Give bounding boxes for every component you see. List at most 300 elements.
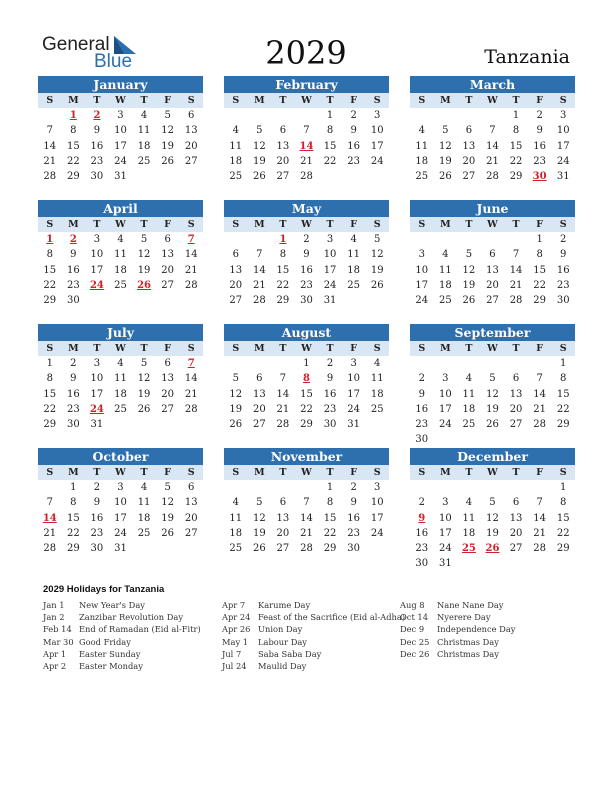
day-grid <box>38 232 203 308</box>
holiday-name: Maulid Day <box>258 661 307 672</box>
day: 3 <box>560 110 567 121</box>
day: 8 <box>46 249 53 261</box>
holiday-name: Karume Day <box>258 600 311 610</box>
day: 23 <box>556 279 570 291</box>
weekday-header <box>38 93 203 108</box>
holiday-date: Apr 2 <box>43 661 67 672</box>
weekday-label: F <box>350 219 357 230</box>
day: 14 <box>300 512 313 524</box>
day: 25 <box>415 171 429 183</box>
day: 9 <box>70 249 77 261</box>
day-grid <box>224 480 389 556</box>
day: 12 <box>252 140 266 152</box>
holiday-entry <box>222 599 408 611</box>
holiday-name: Nane Nane Day <box>437 600 504 610</box>
day: 10 <box>370 497 384 509</box>
day: 30 <box>66 419 80 431</box>
holiday-day: 2 <box>93 110 101 121</box>
day: 25 <box>137 155 151 167</box>
day: 9 <box>418 388 425 400</box>
day: 14 <box>533 388 546 400</box>
day: 20 <box>509 527 523 539</box>
day-grid <box>410 480 575 572</box>
day: 7 <box>279 373 287 385</box>
day: 30 <box>90 543 104 555</box>
weekday-label: S <box>559 467 567 478</box>
day: 4 <box>350 234 357 245</box>
day: 24 <box>323 279 337 291</box>
day: 3 <box>418 249 425 261</box>
empty-cell <box>271 480 295 495</box>
holiday-column <box>400 599 567 660</box>
day: 24 <box>438 543 452 555</box>
day: 17 <box>556 140 570 152</box>
month-title: April <box>38 200 203 217</box>
holiday-entry <box>400 648 567 660</box>
day: 23 <box>323 403 337 415</box>
day: 10 <box>90 373 104 385</box>
day: 5 <box>465 249 473 261</box>
day: 13 <box>184 497 198 509</box>
holiday-date: Feb 14 <box>43 624 72 635</box>
weekday-header <box>38 465 203 480</box>
weekday-label: S <box>46 95 54 106</box>
day: 9 <box>93 497 101 509</box>
day: 27 <box>276 171 290 183</box>
day: 2 <box>418 497 425 509</box>
day: 17 <box>114 512 127 524</box>
day: 8 <box>560 373 567 385</box>
day: 14 <box>486 140 499 152</box>
day: 8 <box>70 497 77 509</box>
day: 19 <box>161 140 174 152</box>
weekday-label: T <box>93 95 101 106</box>
empty-cell <box>434 232 458 247</box>
weekday-label: T <box>512 95 520 106</box>
month-title: December <box>410 448 575 465</box>
day: 5 <box>374 234 381 245</box>
day: 8 <box>536 249 543 261</box>
holiday-name: Saba Saba Day <box>258 648 322 659</box>
weekday-label: F <box>350 95 357 106</box>
weekday-label: M <box>440 343 451 354</box>
day-grid <box>224 108 389 184</box>
day: 1 <box>560 358 567 369</box>
day: 7 <box>536 373 543 385</box>
day: 21 <box>300 527 313 539</box>
empty-cell <box>434 480 458 495</box>
weekday-label: M <box>68 95 79 106</box>
month-september <box>410 324 575 448</box>
day: 21 <box>43 155 57 167</box>
day: 27 <box>161 279 174 291</box>
day: 4 <box>117 234 124 245</box>
holiday-entry <box>222 636 408 648</box>
empty-cell <box>224 356 248 371</box>
day: 30 <box>415 558 429 570</box>
day: 15 <box>43 264 57 276</box>
day: 2 <box>350 110 357 121</box>
day: 6 <box>465 125 473 137</box>
day: 18 <box>114 264 127 276</box>
day: 4 <box>117 358 124 369</box>
day: 26 <box>438 171 452 183</box>
day: 1 <box>536 234 543 245</box>
day-grid <box>410 232 575 308</box>
day: 28 <box>300 543 313 555</box>
day: 11 <box>347 249 360 261</box>
day: 30 <box>90 171 104 183</box>
empty-cell <box>434 108 458 123</box>
day: 12 <box>438 140 452 152</box>
holiday-entry <box>222 648 408 660</box>
day: 6 <box>256 373 263 385</box>
day: 7 <box>303 497 310 509</box>
empty-cell <box>295 108 319 123</box>
day: 3 <box>117 110 124 121</box>
day: 23 <box>415 419 429 431</box>
holiday-entry <box>43 611 219 623</box>
weekday-label: W <box>115 467 126 478</box>
weekday-label: T <box>465 467 473 478</box>
weekday-label: S <box>373 219 381 230</box>
empty-cell <box>457 356 481 371</box>
day: 14 <box>533 512 546 524</box>
day: 28 <box>486 171 499 183</box>
day: 16 <box>300 264 313 276</box>
weekday-label: S <box>559 95 567 106</box>
day: 12 <box>161 125 174 137</box>
weekday-label: T <box>512 343 520 354</box>
holiday-day: 14 <box>299 140 314 152</box>
day: 15 <box>533 264 546 276</box>
empty-cell <box>410 232 434 247</box>
empty-cell <box>481 108 505 123</box>
day: 18 <box>137 140 151 152</box>
day-grid <box>38 108 203 184</box>
day: 15 <box>509 140 523 152</box>
day: 22 <box>43 403 57 415</box>
day: 10 <box>90 249 104 261</box>
weekday-label: S <box>232 219 240 230</box>
day: 29 <box>66 171 80 183</box>
day-grid <box>38 356 203 432</box>
weekday-label: S <box>373 343 381 354</box>
holiday-entry <box>222 623 408 635</box>
day: 13 <box>462 140 476 152</box>
weekday-label: T <box>140 467 148 478</box>
empty-cell <box>38 480 62 495</box>
holiday-name: Union Day <box>258 624 303 635</box>
weekday-header <box>38 217 203 232</box>
weekday-label: F <box>350 467 357 478</box>
day: 18 <box>137 512 151 524</box>
holiday-day: 8 <box>303 373 310 385</box>
day: 21 <box>533 403 546 415</box>
day: 21 <box>43 527 57 539</box>
day: 20 <box>276 155 290 167</box>
day: 8 <box>70 125 77 137</box>
day: 4 <box>140 110 148 121</box>
day: 26 <box>486 419 499 431</box>
weekday-label: F <box>350 343 357 354</box>
day: 6 <box>279 497 287 509</box>
day: 10 <box>438 512 452 524</box>
day: 28 <box>533 419 546 431</box>
day: 29 <box>66 543 80 555</box>
day: 9 <box>303 249 310 261</box>
empty-cell <box>224 480 248 495</box>
weekday-label: S <box>418 467 426 478</box>
day: 27 <box>509 419 523 431</box>
day: 3 <box>374 110 381 121</box>
month-title: September <box>410 324 575 341</box>
day: 7 <box>512 249 520 261</box>
day: 21 <box>252 279 266 291</box>
day: 4 <box>232 497 239 509</box>
day: 10 <box>114 497 127 509</box>
day: 17 <box>415 279 429 291</box>
weekday-label: T <box>140 95 148 106</box>
day: 12 <box>252 512 266 524</box>
month-march <box>410 76 575 184</box>
day: 30 <box>415 434 429 446</box>
day: 26 <box>229 419 243 431</box>
day: 11 <box>229 140 243 152</box>
empty-cell <box>528 480 552 495</box>
holiday-name: Christmas Day <box>437 636 499 647</box>
empty-cell <box>38 108 62 123</box>
month-february <box>224 76 389 184</box>
day: 14 <box>509 264 523 276</box>
month-title: February <box>224 76 389 93</box>
holiday-entry <box>400 611 567 623</box>
weekday-label: T <box>279 219 287 230</box>
holiday-day: 24 <box>89 279 104 291</box>
day: 15 <box>276 264 290 276</box>
holiday-date: Dec 26 <box>400 648 430 659</box>
day: 31 <box>347 419 360 431</box>
day: 8 <box>512 125 520 137</box>
day: 20 <box>509 403 523 415</box>
day: 27 <box>161 403 174 415</box>
day: 22 <box>276 279 290 291</box>
holiday-date: Apr 26 <box>222 624 251 635</box>
holiday-name: Labour Day <box>258 636 307 647</box>
day: 20 <box>161 264 174 276</box>
weekday-label: T <box>465 219 473 230</box>
day: 19 <box>252 155 266 167</box>
weekday-label: W <box>115 219 126 230</box>
day: 21 <box>509 279 523 291</box>
day: 19 <box>229 403 243 415</box>
day: 16 <box>90 140 104 152</box>
weekday-label: W <box>487 219 498 230</box>
weekday-label: F <box>536 95 543 106</box>
day: 5 <box>256 125 263 137</box>
weekday-header <box>224 93 389 108</box>
holiday-name: Zanzibar Revolution Day <box>79 612 184 623</box>
day: 5 <box>140 358 148 369</box>
weekday-label: T <box>93 219 101 230</box>
day: 27 <box>252 419 266 431</box>
month-june <box>410 200 575 308</box>
day: 22 <box>300 403 313 415</box>
day: 6 <box>164 234 171 245</box>
day: 19 <box>161 512 174 524</box>
day: 21 <box>300 155 313 167</box>
day: 27 <box>462 171 476 183</box>
day: 13 <box>184 125 198 137</box>
day: 29 <box>533 295 546 307</box>
weekday-label: F <box>164 343 171 354</box>
month-april <box>38 200 203 308</box>
day: 17 <box>114 140 127 152</box>
weekday-label: T <box>512 467 520 478</box>
day: 26 <box>161 155 174 167</box>
empty-cell <box>457 480 481 495</box>
holiday-column <box>43 599 219 672</box>
weekday-label: W <box>487 95 498 106</box>
day: 19 <box>137 388 151 400</box>
day: 4 <box>465 497 473 509</box>
day: 19 <box>137 264 151 276</box>
day: 25 <box>114 279 127 291</box>
weekday-label: F <box>164 95 171 106</box>
empty-cell <box>295 480 319 495</box>
day: 6 <box>188 482 195 493</box>
day: 16 <box>533 140 546 152</box>
day: 1 <box>70 482 77 493</box>
holiday-name: Good Friday <box>79 636 131 647</box>
empty-cell <box>434 356 458 371</box>
weekday-label: M <box>440 219 451 230</box>
day: 21 <box>486 155 499 167</box>
empty-cell <box>271 108 295 123</box>
weekday-label: S <box>418 95 426 106</box>
day: 10 <box>347 373 360 385</box>
holiday-day: 1 <box>69 110 77 121</box>
month-title: March <box>410 76 575 93</box>
weekday-label: W <box>301 219 312 230</box>
weekday-header <box>224 465 389 480</box>
day: 29 <box>556 543 570 555</box>
weekday-header <box>410 217 575 232</box>
holiday-date: Apr 7 <box>222 600 246 610</box>
day: 31 <box>556 171 570 183</box>
day: 11 <box>114 373 127 385</box>
day: 21 <box>276 403 290 415</box>
weekday-label: M <box>254 343 265 354</box>
day: 14 <box>43 140 57 152</box>
day: 13 <box>276 512 290 524</box>
day: 17 <box>90 264 104 276</box>
weekday-label: T <box>279 343 287 354</box>
weekday-label: T <box>512 219 520 230</box>
country-name: Tanzania <box>484 46 570 68</box>
day: 5 <box>164 482 171 493</box>
day: 9 <box>350 125 357 137</box>
weekday-label: M <box>68 343 79 354</box>
day: 25 <box>229 543 243 555</box>
empty-cell <box>504 480 528 495</box>
weekday-label: S <box>187 343 195 354</box>
holiday-day: 26 <box>485 543 500 555</box>
day: 26 <box>252 543 266 555</box>
month-december <box>410 448 575 572</box>
day: 13 <box>509 512 523 524</box>
weekday-label: T <box>465 95 473 106</box>
day: 16 <box>347 512 360 524</box>
weekday-label: M <box>68 219 79 230</box>
day: 27 <box>509 543 523 555</box>
day: 17 <box>370 512 384 524</box>
day: 24 <box>556 155 570 167</box>
day: 13 <box>509 388 523 400</box>
day: 16 <box>347 140 360 152</box>
holiday-day: 7 <box>187 358 195 369</box>
day: 13 <box>229 264 243 276</box>
day: 28 <box>184 403 198 415</box>
day: 13 <box>252 388 266 400</box>
day: 28 <box>43 171 57 183</box>
logo-text-blue: Blue <box>94 51 133 72</box>
day: 4 <box>465 373 473 385</box>
day: 24 <box>114 155 127 167</box>
empty-cell <box>504 356 528 371</box>
day: 1 <box>326 482 334 493</box>
month-title: August <box>224 324 389 341</box>
day: 31 <box>438 558 452 570</box>
weekday-label: S <box>46 467 54 478</box>
day: 15 <box>323 140 337 152</box>
weekday-label: F <box>164 467 171 478</box>
day: 4 <box>374 358 381 369</box>
day: 7 <box>303 125 310 137</box>
day: 20 <box>252 403 266 415</box>
day: 6 <box>232 249 239 261</box>
day: 5 <box>489 497 496 509</box>
holiday-date: Jul 24 <box>222 661 247 672</box>
day: 26 <box>137 403 151 415</box>
day: 28 <box>300 171 313 183</box>
day: 18 <box>229 527 243 539</box>
holiday-name: End of Ramadan (Eid al-Fitr) <box>79 624 201 635</box>
day: 23 <box>300 279 313 291</box>
day: 20 <box>276 527 290 539</box>
day: 8 <box>46 373 53 385</box>
day: 11 <box>438 264 452 276</box>
day: 12 <box>137 249 151 261</box>
empty-cell <box>248 480 272 495</box>
day: 14 <box>184 249 198 261</box>
empty-cell <box>410 356 434 371</box>
holiday-date: Dec 25 <box>400 636 430 647</box>
weekday-label: S <box>232 467 240 478</box>
day: 15 <box>323 512 337 524</box>
day: 23 <box>347 155 360 167</box>
day: 11 <box>229 512 243 524</box>
day: 8 <box>326 497 334 509</box>
day: 22 <box>323 527 337 539</box>
holiday-date: Apr 1 <box>43 648 67 659</box>
day: 24 <box>438 419 452 431</box>
holidays-title: 2029 Holidays for Tanzania <box>43 584 165 595</box>
weekday-label: T <box>326 467 334 478</box>
day: 30 <box>323 419 337 431</box>
day: 23 <box>90 527 104 539</box>
weekday-label: S <box>232 95 240 106</box>
